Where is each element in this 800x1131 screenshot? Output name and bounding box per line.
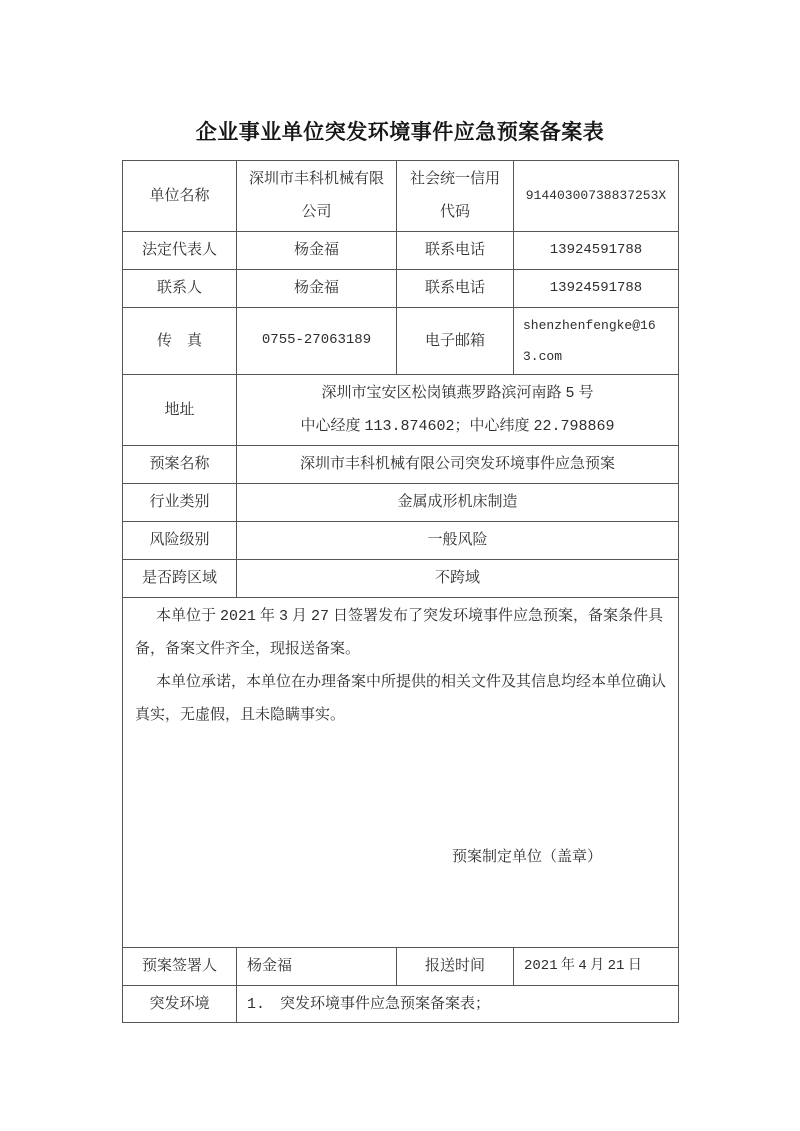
address-street: 深圳市宝安区松岗镇燕罗路滨河南路 5 号: [321, 385, 594, 402]
credit-code-value: 91440300738837253X: [514, 161, 679, 232]
submit-time-label: 报送时间: [397, 948, 514, 986]
declaration-paragraph-1: 本单位于 2021 年 3 月 27 日签署发布了突发环境事件应急预案，备案条件具备，备案文件齐全，现报送备案。: [135, 608, 664, 658]
stamp-line: 预案制定单位（盖章）: [452, 849, 603, 866]
contact-value: 杨金福: [237, 270, 397, 308]
cross-region-value: 不跨域: [237, 560, 679, 598]
contact-label: 联系人: [123, 270, 237, 308]
filing-form-table: [122, 160, 679, 1023]
row-attachments: [123, 986, 679, 1023]
row-address: [123, 375, 679, 446]
fax-value: 0755-27063189: [237, 308, 397, 375]
signer-value: 杨金福: [237, 948, 397, 986]
address-coordinates: 中心经度 113.874602；中心纬度 22.798869: [300, 418, 615, 435]
attachment-label: 突发环境: [123, 986, 237, 1023]
phone2-value: 13924591788: [514, 270, 679, 308]
page-title: 企业事业单位突发环境事件应急预案备案表: [195, 121, 605, 144]
email-label: 电子邮箱: [397, 308, 514, 375]
cross-region-label: 是否跨区域: [123, 560, 237, 598]
address-label: 地址: [123, 375, 237, 446]
fax-label: 传 真: [123, 308, 237, 375]
signer-label: 预案签署人: [123, 948, 237, 986]
risk-value: 一般风险: [237, 522, 679, 560]
phone1-value: 13924591788: [514, 232, 679, 270]
row-signer: [123, 948, 679, 986]
row-fax-email: [123, 308, 679, 375]
industry-label: 行业类别: [123, 484, 237, 522]
declaration-paragraph-2: 本单位承诺，本单位在办理备案中所提供的相关文件及其信息均经本单位确认真实，无虚假，且未隐瞒事实。: [135, 674, 667, 724]
row-declaration: [123, 598, 679, 948]
industry-value: 金属成形机床制造: [237, 484, 679, 522]
legal-rep-value: 杨金福: [237, 232, 397, 270]
email-value: shenzhenfengke@163.com: [514, 308, 679, 375]
address-value: [237, 375, 679, 446]
unit-name-label: 单位名称: [123, 161, 237, 232]
legal-rep-label: 法定代表人: [123, 232, 237, 270]
row-contact: [123, 270, 679, 308]
declaration-cell: [123, 598, 679, 948]
submit-time-value: 2021 年 4 月 21 日: [514, 948, 679, 986]
plan-name-label: 预案名称: [123, 446, 237, 484]
credit-code-label: 社会统一信用代码: [397, 161, 514, 232]
row-industry: [123, 484, 679, 522]
plan-name-value: 深圳市丰科机械有限公司突发环境事件应急预案: [237, 446, 679, 484]
phone1-label: 联系电话: [397, 232, 514, 270]
risk-label: 风险级别: [123, 522, 237, 560]
row-cross-region: [123, 560, 679, 598]
unit-name-value: 深圳市丰科机械有限公司: [237, 161, 397, 232]
row-plan-name: [123, 446, 679, 484]
phone2-label: 联系电话: [397, 270, 514, 308]
row-unit-name: [123, 161, 679, 232]
row-risk: [123, 522, 679, 560]
row-legal-rep: [123, 232, 679, 270]
attachment-item-1: 1. 突发环境事件应急预案备案表；: [237, 986, 679, 1023]
